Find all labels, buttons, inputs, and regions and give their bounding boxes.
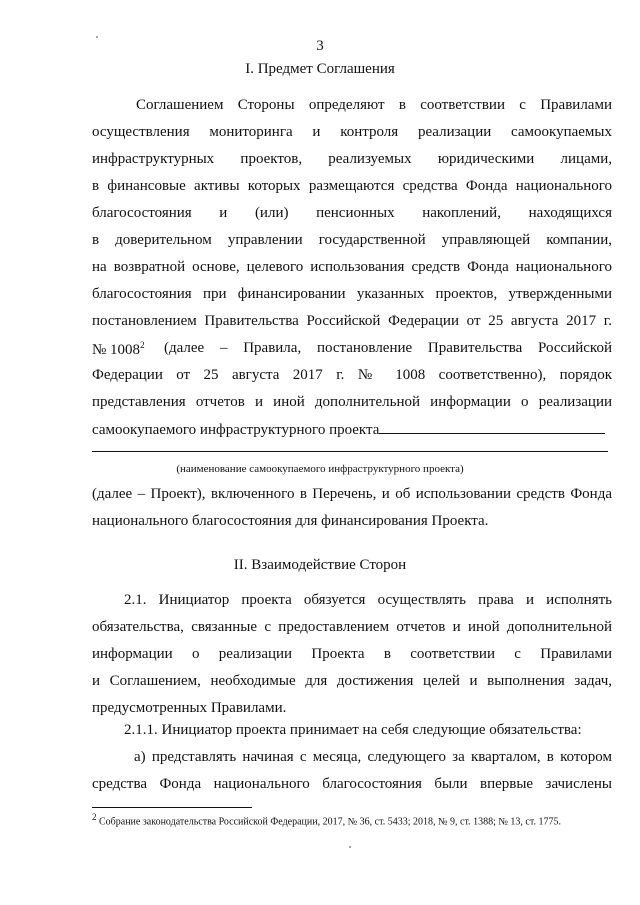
text-line: 2.1. Инициатор проекта обязуется осуществлять права и исполнять bbox=[124, 592, 612, 608]
footnote-mark: 2 bbox=[92, 812, 97, 822]
text-line: средства Фонда национального благосостояния были впервые зачислены bbox=[92, 776, 612, 792]
text-line: Соглашением Стороны определяют в соответствии с Правилами bbox=[136, 97, 612, 113]
text-line: инфраструктурных проектов, реализуемых юридическими лицами, bbox=[92, 151, 612, 167]
footnote-separator bbox=[92, 807, 252, 808]
section-title-interaction: II. Взаимодействие Сторон bbox=[233, 557, 407, 573]
decree-number: № 1008$^2$ bbox=[92, 340, 145, 358]
fill-in-blank bbox=[379, 421, 605, 434]
text-line: на возвратной основе, целевого использования средств Фонда национального bbox=[92, 259, 612, 275]
text-line: (далее – Правила, постановление Правительства Российской bbox=[164, 340, 612, 356]
section-title-subject: I. Предмет Соглашения bbox=[245, 61, 395, 77]
text-line: (далее – Проект), включенного в Перечень, и об использовании средств Фонда bbox=[92, 486, 612, 502]
text-line: благосостояния при финансировании указанных проектов, утвержденными bbox=[92, 286, 612, 302]
text-line-with-blank bbox=[92, 421, 612, 439]
text-line: а) представлять начиная с месяца, следующего за кварталом, в котором bbox=[134, 749, 612, 765]
footnote bbox=[92, 812, 561, 827]
text-line: самоокупаемого инфраструктурного проекта bbox=[92, 422, 380, 438]
text-line: обязательства, связанные с предоставлением отчетов и иной дополнительной bbox=[92, 619, 612, 635]
text-line: постановлением Правительства Российской Федерации от 25 августа 2017 г. bbox=[92, 313, 612, 329]
text-line: 2.1.1. Инициатор проекта принимает на себя следующие обязательства: bbox=[124, 722, 582, 738]
text-line: в доверительном управлении государственной управляющей компании, bbox=[92, 232, 612, 248]
blank-caption: (наименование самоокупаемого инфраструктурного проекта) bbox=[176, 463, 464, 475]
text-line: осуществления мониторинга и контроля реализации самоокупаемых bbox=[92, 124, 612, 140]
text-line: представления отчетов и иной дополнительной информации о реализации bbox=[92, 394, 612, 410]
text-line: Федерации от 25 августа 2017 г. № 1008 соответственно), порядок bbox=[92, 367, 612, 383]
footnote-text: Собрание законодательства Российской Федерации, 2017, № 36, ст. 5433; 2018, № 9, ст. 1388; № 13, ст. 1775. bbox=[99, 816, 561, 828]
text-line: предусмотренных Правилами. bbox=[92, 700, 287, 716]
text-line: в финансовые активы которых размещаются средства Фонда национального bbox=[92, 178, 612, 194]
text-line: и Соглашением, необходимые для достижения целей и выполнения задач, bbox=[92, 673, 612, 689]
text-line: благосостояния и (или) пенсионных накоплений, находящихся bbox=[92, 205, 612, 221]
fill-in-line bbox=[92, 451, 608, 452]
text-line: информации о реализации Проекта в соответствии с Правилами bbox=[92, 646, 612, 662]
page-number: 3 bbox=[316, 38, 324, 54]
text-line: национального благосостояния для финансирования Проекта. bbox=[92, 513, 489, 529]
scan-speck bbox=[349, 846, 351, 848]
footnote-ref: 2 bbox=[140, 340, 145, 350]
